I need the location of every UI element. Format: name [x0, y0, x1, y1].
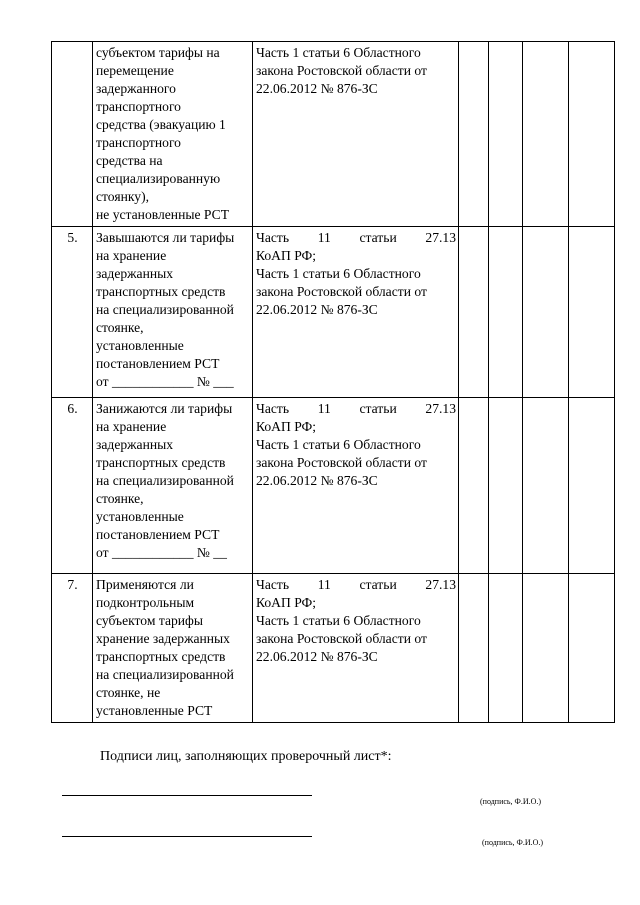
question-line: на специализированной — [96, 667, 234, 682]
signatures-title: Подписи лиц, заполняющих проверочный лист*: — [100, 749, 392, 764]
question-line: не установленные РСТ — [96, 207, 230, 222]
law-word: 27.13 — [425, 230, 456, 245]
row-number: 5. — [52, 227, 93, 398]
notes-cell[interactable] — [569, 227, 615, 398]
row-number: 7. — [52, 574, 93, 723]
question-line: хранение задержанных — [96, 631, 230, 646]
law-word: 27.13 — [425, 401, 456, 416]
row-number: 6. — [52, 398, 93, 574]
question-line: на хранение — [96, 248, 167, 263]
question-line: установленные — [96, 338, 184, 353]
signature-line-1[interactable] — [62, 795, 312, 796]
law-first-line — [256, 400, 456, 418]
question-line: постановлением РСТ — [96, 356, 220, 371]
law-line: 22.06.2012 № 876-ЗС — [256, 473, 378, 488]
question-line: перемещение — [96, 63, 174, 78]
law-word: 11 — [317, 230, 331, 245]
not-applicable-cell[interactable] — [523, 398, 569, 574]
question-line: средства на — [96, 153, 163, 168]
table-row — [52, 42, 615, 227]
question-line: средства (эвакуацию 1 — [96, 117, 226, 132]
answer-no-cell[interactable] — [489, 42, 523, 227]
question-cell — [93, 398, 253, 574]
law-reference-cell — [253, 227, 459, 398]
law-word: статьи — [359, 577, 397, 592]
law-line: Часть 1 статьи 6 Областного — [256, 266, 421, 281]
question-line: стоянке, не — [96, 685, 161, 700]
law-word: 11 — [317, 401, 331, 416]
table-row — [52, 574, 615, 723]
question-line: Применяются ли — [96, 577, 194, 592]
question-line: транспортного — [96, 135, 181, 150]
question-line: на хранение — [96, 419, 167, 434]
question-line: стоянке, — [96, 491, 144, 506]
law-reference-cell — [253, 574, 459, 723]
question-line: установленные — [96, 509, 184, 524]
question-line: транспортных средств — [96, 455, 226, 470]
law-line: КоАП РФ; — [256, 595, 317, 610]
answer-yes-cell[interactable] — [459, 574, 489, 723]
table-row — [52, 227, 615, 398]
law-line: закона Ростовской области от — [256, 455, 427, 470]
question-line: субъектом тарифы на — [96, 45, 220, 60]
answer-no-cell[interactable] — [489, 227, 523, 398]
law-line: закона Ростовской области от — [256, 63, 427, 78]
table-row — [52, 398, 615, 574]
law-first-line — [256, 576, 456, 594]
answer-yes-cell[interactable] — [459, 398, 489, 574]
law-line: КоАП РФ; — [256, 419, 317, 434]
law-line: Часть 1 статьи 6 Областного — [256, 613, 421, 628]
law-line: закона Ростовской области от — [256, 631, 427, 646]
law-word: Часть — [256, 577, 290, 592]
checklist-table — [51, 41, 615, 723]
question-line: постановлением РСТ — [96, 527, 220, 542]
law-word: статьи — [359, 230, 397, 245]
law-line: КоАП РФ; — [256, 248, 317, 263]
answer-no-cell[interactable] — [489, 574, 523, 723]
not-applicable-cell[interactable] — [523, 42, 569, 227]
notes-cell[interactable] — [569, 574, 615, 723]
question-line: Завышаются ли тарифы — [96, 230, 235, 245]
question-cell — [93, 42, 253, 227]
answer-yes-cell[interactable] — [459, 227, 489, 398]
law-word: 27.13 — [425, 577, 456, 592]
not-applicable-cell[interactable] — [523, 227, 569, 398]
law-word: статьи — [359, 401, 397, 416]
question-line: транспортных средств — [96, 649, 226, 664]
notes-cell[interactable] — [569, 398, 615, 574]
question-line: задержанного — [96, 81, 176, 96]
row-number — [52, 42, 93, 227]
question-line: от ____________ № __ — [96, 545, 227, 560]
law-line: Часть 1 статьи 6 Областного — [256, 437, 421, 452]
question-line: задержанных — [96, 266, 174, 281]
law-line: 22.06.2012 № 876-ЗС — [256, 81, 378, 96]
question-line: транспортного — [96, 99, 181, 114]
question-line: Занижаются ли тарифы — [96, 401, 233, 416]
question-line: на специализированной — [96, 302, 234, 317]
law-reference-cell — [253, 398, 459, 574]
signature-hint-1: (подпись, Ф.И.О.) — [480, 797, 542, 806]
question-cell — [93, 574, 253, 723]
answer-no-cell[interactable] — [489, 398, 523, 574]
question-line: задержанных — [96, 437, 174, 452]
question-line: стоянке, — [96, 320, 144, 335]
law-word: Часть — [256, 401, 290, 416]
law-line: 22.06.2012 № 876-ЗС — [256, 302, 378, 317]
question-line: субъектом тарифы — [96, 613, 203, 628]
law-line: закона Ростовской области от — [256, 284, 427, 299]
answer-yes-cell[interactable] — [459, 42, 489, 227]
question-line: подконтрольным — [96, 595, 195, 610]
not-applicable-cell[interactable] — [523, 574, 569, 723]
question-line: от ____________ № ___ — [96, 374, 234, 389]
law-word: Часть — [256, 230, 290, 245]
signature-line-2[interactable] — [62, 836, 312, 837]
question-line: установленные РСТ — [96, 703, 213, 718]
notes-cell[interactable] — [569, 42, 615, 227]
signature-hint-2: (подпись, Ф.И.О.) — [482, 838, 544, 847]
question-line: специализированную — [96, 171, 221, 186]
law-line: Часть 1 статьи 6 Областного — [256, 45, 421, 60]
question-line: транспортных средств — [96, 284, 226, 299]
law-reference-cell — [253, 42, 459, 227]
question-line: на специализированной — [96, 473, 234, 488]
law-line: 22.06.2012 № 876-ЗС — [256, 649, 378, 664]
law-first-line — [256, 229, 456, 247]
law-word: 11 — [317, 577, 331, 592]
question-cell — [93, 227, 253, 398]
question-line: стоянку), — [96, 189, 149, 204]
